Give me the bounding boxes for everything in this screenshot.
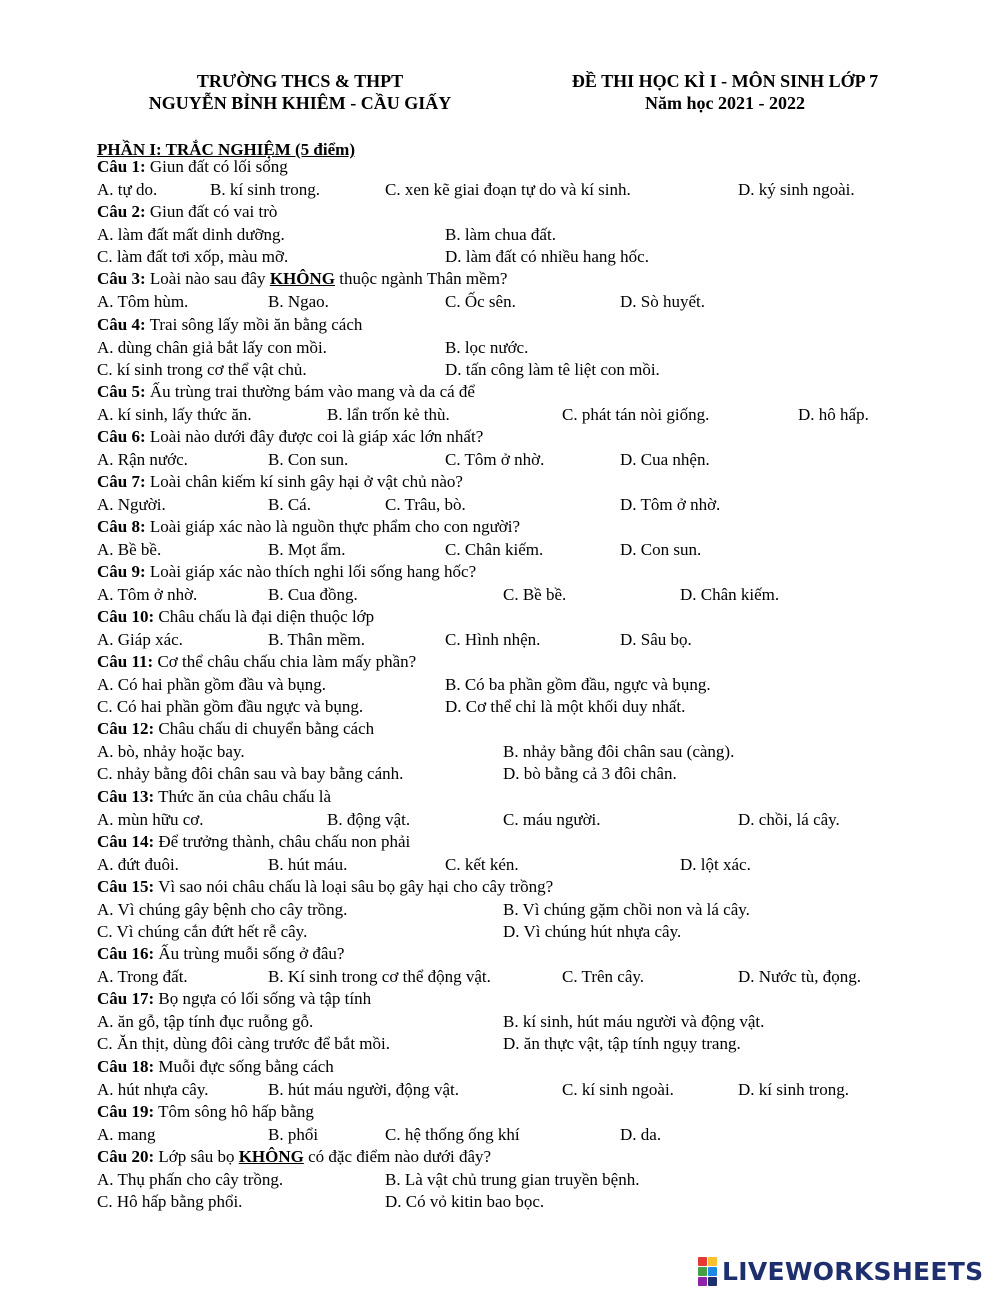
question-text: Lớp sâu bọ bbox=[154, 1147, 239, 1166]
question-text: Loài giáp xác nào là nguồn thực phẩm cho con người? bbox=[145, 517, 521, 536]
question-10 bbox=[97, 606, 374, 628]
answer-option-b[interactable]: B. kí sinh, hút máu người và động vật. bbox=[503, 1011, 765, 1031]
answer-option-a[interactable]: A. kí sinh, lấy thức ăn. bbox=[97, 404, 252, 424]
question-11 bbox=[97, 651, 416, 673]
question-9 bbox=[97, 561, 476, 583]
question-label: Câu 4: bbox=[97, 315, 146, 334]
answer-option-a[interactable]: A. Tôm hùm. bbox=[97, 291, 189, 311]
question-text: Châu chấu di chuyển bằng cách bbox=[154, 719, 375, 738]
answer-option-c[interactable]: C. kết kén. bbox=[445, 854, 519, 874]
answer-option-c[interactable]: C. làm đất tơi xốp, màu mỡ. bbox=[97, 247, 289, 266]
logo-square-2 bbox=[708, 1257, 717, 1266]
question-19 bbox=[97, 1101, 314, 1123]
logo-square-3 bbox=[698, 1267, 707, 1276]
answer-option-c[interactable]: C. kí sinh ngoài. bbox=[562, 1079, 674, 1099]
answer-option-d[interactable]: D. Con sun. bbox=[620, 539, 702, 559]
answer-option-b[interactable]: B. Cua đồng. bbox=[268, 584, 358, 604]
question-label: Câu 2: bbox=[97, 202, 146, 221]
answer-option-b[interactable]: B. Cá. bbox=[268, 494, 311, 514]
answer-option-a[interactable]: A. tự do. bbox=[97, 179, 158, 199]
answer-option-d[interactable]: D. Chân kiếm. bbox=[680, 584, 780, 604]
question-20 bbox=[97, 1146, 491, 1168]
answer-option-d[interactable]: D. chồi, lá cây. bbox=[738, 809, 840, 829]
answer-option-d[interactable]: D. Cơ thể chỉ là một khối duy nhất. bbox=[445, 697, 686, 716]
question-label: Câu 5: bbox=[97, 382, 146, 401]
question-negation: KHÔNG bbox=[269, 269, 335, 288]
question-6 bbox=[97, 426, 483, 448]
answer-option-c[interactable]: C. kí sinh trong cơ thể vật chủ. bbox=[97, 360, 307, 379]
answer-option-c[interactable]: C. Hình nhện. bbox=[445, 629, 541, 649]
answer-option-a[interactable]: A. Vì chúng gây bệnh cho cây trồng. bbox=[97, 899, 348, 919]
question-label: Câu 8: bbox=[97, 517, 146, 536]
liveworksheets-logo bbox=[698, 1256, 983, 1286]
question-label: Câu 9: bbox=[97, 562, 146, 581]
school-name-line1: TRƯỜNG THCS & THPT bbox=[196, 71, 404, 91]
answer-option-c[interactable]: C. Tôm ở nhờ. bbox=[445, 449, 545, 469]
answer-option-d[interactable]: D. Vì chúng hút nhựa cây. bbox=[503, 922, 682, 941]
answer-option-b[interactable]: B. Con sun. bbox=[268, 449, 349, 469]
school-name-line2: NGUYỄN BỈNH KHIÊM - CẦU GIẤY bbox=[148, 93, 452, 113]
question-label: Câu 6: bbox=[97, 427, 146, 446]
question-13 bbox=[97, 786, 331, 808]
answer-option-d[interactable]: D. tấn công làm tê liệt con mồi. bbox=[445, 360, 660, 379]
question-text: Ấu trùng trai thường bám vào mang và da cá để bbox=[145, 382, 475, 401]
liveworksheets-logo-icon bbox=[698, 1257, 717, 1286]
answer-option-a[interactable]: A. mùn hữu cơ. bbox=[97, 809, 204, 829]
answer-option-d[interactable]: D. lột xác. bbox=[680, 854, 751, 874]
question-label: Câu 20: bbox=[97, 1147, 155, 1166]
question-label: Câu 10: bbox=[97, 607, 155, 626]
answer-option-d[interactable]: D. Sâu bọ. bbox=[620, 629, 692, 649]
answer-option-d[interactable]: D. hô hấp. bbox=[798, 404, 869, 424]
question-text: Loài nào sau đây bbox=[145, 269, 270, 288]
question-negation: KHÔNG bbox=[238, 1147, 304, 1166]
answer-option-b[interactable]: B. lẩn trốn kẻ thù. bbox=[327, 404, 450, 424]
answer-option-b[interactable]: B. hút máu người, động vật. bbox=[268, 1079, 460, 1099]
answer-option-c[interactable]: C. Vì chúng cắn đứt hết rễ cây. bbox=[97, 922, 308, 941]
answer-option-c[interactable]: C. nhảy bằng đôi chân sau và bay bằng cánh. bbox=[97, 764, 404, 783]
question-text: Để trưởng thành, châu chấu non phải bbox=[154, 832, 411, 851]
question-text: Bọ ngựa có lối sống và tập tính bbox=[154, 989, 372, 1008]
answer-option-b[interactable]: B. kí sinh trong. bbox=[210, 179, 321, 199]
question-text: Giun đất có lối sống bbox=[145, 157, 288, 176]
question-text: Trai sông lấy mồi ăn bằng cách bbox=[145, 315, 363, 334]
answer-option-d[interactable]: D. Có vỏ kitin bao bọc. bbox=[385, 1192, 545, 1211]
answer-option-b[interactable]: B. Có ba phần gồm đầu, ngực và bụng. bbox=[445, 674, 711, 694]
question-7 bbox=[97, 471, 463, 493]
question-text-end: có đặc điểm nào dưới đây? bbox=[303, 1147, 492, 1166]
question-label: Câu 17: bbox=[97, 989, 155, 1008]
answer-option-a[interactable]: A. Giáp xác. bbox=[97, 629, 183, 649]
answer-option-a[interactable]: A. bò, nhảy hoặc bay. bbox=[97, 741, 245, 761]
answer-option-a[interactable]: A. Thụ phấn cho cây trồng. bbox=[97, 1169, 284, 1189]
question-label: Câu 12: bbox=[97, 719, 155, 738]
answer-option-a[interactable]: A. dùng chân giả bắt lấy con mồi. bbox=[97, 337, 327, 357]
answer-option-d[interactable]: D. Sò huyết. bbox=[620, 291, 705, 311]
answer-option-c[interactable]: C. hệ thống ống khí bbox=[385, 1124, 520, 1144]
school-header bbox=[120, 70, 480, 114]
question-label: Câu 19: bbox=[97, 1102, 155, 1121]
question-text: Cơ thể châu chấu chia làm mấy phần? bbox=[153, 652, 417, 671]
answer-option-b[interactable]: B. hút máu. bbox=[268, 854, 348, 874]
answer-option-a[interactable]: A. hút nhựa cây. bbox=[97, 1079, 209, 1099]
question-text: Giun đất có vai trò bbox=[145, 202, 278, 221]
question-2 bbox=[97, 201, 277, 223]
question-4 bbox=[97, 314, 362, 336]
question-15 bbox=[97, 876, 553, 898]
answer-option-c[interactable]: C. Chân kiếm. bbox=[445, 539, 544, 559]
answer-option-b[interactable]: B. Thân mềm. bbox=[268, 629, 365, 649]
question-1 bbox=[97, 156, 288, 178]
answer-option-b[interactable]: B. làm chua đất. bbox=[445, 224, 556, 244]
answer-option-c[interactable]: C. Trâu, bò. bbox=[385, 494, 466, 514]
answer-option-c[interactable]: C. Ốc sên. bbox=[445, 291, 516, 311]
question-label: Câu 18: bbox=[97, 1057, 155, 1076]
answer-option-c[interactable]: C. Hô hấp bằng phổi. bbox=[97, 1192, 243, 1211]
answer-option-d[interactable]: D. Nước tù, đọng. bbox=[738, 966, 862, 986]
logo-square-6 bbox=[708, 1277, 717, 1286]
question-17 bbox=[97, 988, 371, 1010]
question-label: Câu 14: bbox=[97, 832, 155, 851]
answer-option-c[interactable]: C. máu người. bbox=[503, 809, 601, 829]
question-text: Tôm sông hô hấp bằng bbox=[154, 1102, 314, 1121]
answer-option-b[interactable]: B. Mọt ẩm. bbox=[268, 539, 346, 559]
answer-option-b[interactable]: B. phổi bbox=[268, 1124, 319, 1144]
question-label: Câu 15: bbox=[97, 877, 155, 896]
answer-option-d[interactable]: D. kí sinh trong. bbox=[738, 1079, 849, 1099]
question-label: Câu 13: bbox=[97, 787, 155, 806]
answer-option-c[interactable]: C. phát tán nòi giống. bbox=[562, 404, 710, 424]
answer-option-c[interactable]: C. Bề bề. bbox=[503, 584, 567, 604]
answer-option-b[interactable]: B. nhảy bằng đôi chân sau (càng). bbox=[503, 741, 735, 761]
question-label: Câu 11: bbox=[97, 652, 154, 671]
answer-option-a[interactable]: A. Có hai phần gồm đầu và bụng. bbox=[97, 674, 326, 694]
answer-option-b[interactable]: B. lọc nước. bbox=[445, 337, 529, 357]
question-label: Câu 3: bbox=[97, 269, 146, 288]
answer-option-a[interactable]: A. Người. bbox=[97, 494, 166, 514]
question-16 bbox=[97, 943, 344, 965]
question-5 bbox=[97, 381, 475, 403]
answer-option-a[interactable]: A. Rận nước. bbox=[97, 449, 188, 469]
answer-option-d[interactable]: D. Cua nhện. bbox=[620, 449, 710, 469]
question-text: Châu chấu là đại diện thuộc lớp bbox=[154, 607, 375, 626]
question-14 bbox=[97, 831, 410, 853]
answer-option-a[interactable]: A. Bề bề. bbox=[97, 539, 162, 559]
answer-option-a[interactable]: A. ăn gỗ, tập tính đục ruỗng gỗ. bbox=[97, 1011, 314, 1031]
answer-option-b[interactable]: B. Ngao. bbox=[268, 291, 329, 311]
answer-option-a[interactable]: A. đứt đuôi. bbox=[97, 854, 179, 874]
question-label: Câu 1: bbox=[97, 157, 146, 176]
question-text-end: thuộc ngành Thân mềm? bbox=[334, 269, 508, 288]
answer-option-c[interactable]: C. Có hai phần gồm đầu ngực và bụng. bbox=[97, 697, 364, 716]
question-3 bbox=[97, 268, 507, 290]
section-title: PHẦN I: TRẮC NGHIỆM (5 điểm) bbox=[97, 140, 355, 159]
logo-square-1 bbox=[698, 1257, 707, 1266]
answer-option-d[interactable]: D. ký sinh ngoài. bbox=[738, 179, 855, 199]
answer-option-c[interactable]: C. Trên cây. bbox=[562, 966, 645, 986]
logo-square-4 bbox=[708, 1267, 717, 1276]
answer-option-d[interactable]: D. da. bbox=[620, 1124, 662, 1144]
answer-option-a[interactable]: A. Tôm ở nhờ. bbox=[97, 584, 198, 604]
answer-option-d[interactable]: D. bò bằng cả 3 đôi chân. bbox=[503, 764, 677, 783]
answer-option-c[interactable]: C. xen kẽ giai đoạn tự do và kí sinh. bbox=[385, 179, 631, 199]
question-text: Vì sao nói châu chấu là loại sâu bọ gây hại cho cây trồng? bbox=[154, 877, 554, 896]
answer-option-b[interactable]: B. Kí sinh trong cơ thể động vật. bbox=[268, 966, 491, 986]
liveworksheets-logo-text: LIVEWORKSHEETS bbox=[722, 1256, 984, 1286]
answer-option-b[interactable]: B. động vật. bbox=[327, 809, 411, 829]
question-label: Câu 16: bbox=[97, 944, 155, 963]
school-year: Năm học 2021 - 2022 bbox=[645, 93, 805, 113]
answer-option-c[interactable]: C. Ăn thịt, dùng đôi càng trước để bắt mồi. bbox=[97, 1034, 390, 1053]
question-12 bbox=[97, 718, 374, 740]
exam-title: ĐỀ THI HỌC KÌ I - MÔN SINH LỚP 7 bbox=[571, 71, 879, 91]
answer-option-d[interactable]: D. ăn thực vật, tập tính ngụy trang. bbox=[503, 1034, 741, 1053]
answer-option-a[interactable]: A. Trong đất. bbox=[97, 966, 188, 986]
question-text: Muỗi đực sống bằng cách bbox=[154, 1057, 334, 1076]
answer-option-b[interactable]: B. Vì chúng gặm chồi non và lá cây. bbox=[503, 899, 750, 919]
question-text: Thức ăn của châu chấu là bbox=[154, 787, 332, 806]
answer-option-a[interactable]: A. mang bbox=[97, 1124, 156, 1144]
question-18 bbox=[97, 1056, 334, 1078]
question-8 bbox=[97, 516, 520, 538]
exam-header bbox=[540, 70, 910, 114]
question-text: Loài nào dưới đây được coi là giáp xác lớn nhất? bbox=[145, 427, 484, 446]
answer-option-b[interactable]: B. Là vật chủ trung gian truyền bệnh. bbox=[385, 1169, 640, 1189]
answer-option-d[interactable]: D. Tôm ở nhờ. bbox=[620, 494, 721, 514]
question-label: Câu 7: bbox=[97, 472, 146, 491]
question-text: Ấu trùng muỗi sống ở đâu? bbox=[154, 944, 345, 963]
answer-option-a[interactable]: A. làm đất mất dinh dưỡng. bbox=[97, 224, 285, 244]
question-text: Loài giáp xác nào thích nghi lối sống hang hốc? bbox=[145, 562, 477, 581]
question-text: Loài chân kiếm kí sinh gây hại ở vật chủ nào? bbox=[145, 472, 463, 491]
logo-square-5 bbox=[698, 1277, 707, 1286]
answer-option-d[interactable]: D. làm đất có nhiều hang hốc. bbox=[445, 247, 649, 266]
